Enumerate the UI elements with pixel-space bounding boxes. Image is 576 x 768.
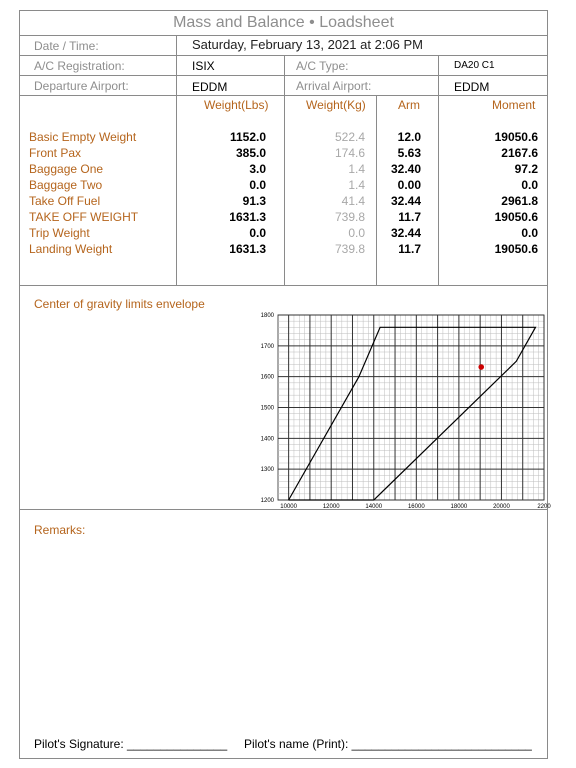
- cell-arm: 32.44: [390, 194, 421, 208]
- actype-value: DA20 C1: [454, 60, 495, 71]
- cell-lbs: 1631.3: [229, 242, 266, 256]
- y-tick-label: 1600: [260, 374, 274, 381]
- y-tick-label: 1700: [260, 343, 274, 350]
- remarks-label: Remarks:: [34, 523, 86, 537]
- pilot-name-line[interactable]: Pilot's name (Print): ___________________________: [244, 737, 532, 751]
- cell-kg: 739.8: [334, 242, 365, 256]
- datetime-label: Date / Time:: [34, 39, 99, 53]
- cell-lbs: 0.0: [249, 178, 266, 192]
- row-label: TAKE OFF WEIGHT: [29, 210, 139, 224]
- cell-kg: 0.0: [348, 226, 365, 240]
- cell-arm: 12.0: [397, 130, 421, 144]
- x-tick-label: 10000: [280, 504, 297, 510]
- y-tick-label: 1200: [260, 498, 274, 504]
- y-tick-label: 1300: [260, 467, 274, 474]
- cell-kg: 1.4: [348, 162, 365, 176]
- x-tick-label: 18000: [450, 504, 468, 510]
- pilot-signature-line[interactable]: Pilot's Signature: _______________: [34, 737, 228, 751]
- cell-moment: 2167.6: [501, 146, 538, 160]
- actype-label: A/C Type:: [296, 59, 349, 73]
- cell-arm: 32.44: [390, 226, 421, 240]
- row-label: Trip Weight: [29, 226, 90, 240]
- row-label: Basic Empty Weight: [29, 130, 137, 144]
- page-title: Mass and Balance • Loadsheet: [173, 14, 394, 31]
- departure-value: EDDM: [192, 80, 228, 94]
- divider: [20, 285, 547, 286]
- y-tick-label: 1400: [260, 436, 274, 443]
- cell-moment: 0.0: [521, 226, 538, 240]
- column-header-weight-lbs: Weight(Lbs): [204, 98, 269, 112]
- cell-moment: 0.0: [521, 178, 538, 192]
- cg-envelope-title: Center of gravity limits envelope: [34, 297, 205, 311]
- x-tick-label: 12000: [322, 504, 340, 510]
- cell-lbs: 91.3: [242, 194, 266, 208]
- cell-kg: 522.4: [334, 130, 365, 144]
- cell-arm: 32.40: [390, 162, 421, 176]
- cell-arm: 0.00: [397, 178, 421, 192]
- cell-moment: 2961.8: [501, 194, 538, 208]
- departure-label: Departure Airport:: [34, 79, 129, 93]
- y-tick-label: 1800: [260, 313, 274, 319]
- cell-kg: 174.6: [334, 146, 365, 160]
- cell-lbs: 1631.3: [229, 210, 266, 224]
- cell-kg: 739.8: [334, 210, 365, 224]
- loadsheet: [19, 10, 551, 759]
- divider: [438, 55, 439, 285]
- row-label: Take Off Fuel: [29, 194, 101, 208]
- arrival-value: EDDM: [454, 80, 490, 94]
- cell-arm: 5.63: [397, 146, 421, 160]
- row-label: Baggage One: [29, 162, 104, 176]
- cell-arm: 11.7: [398, 242, 421, 256]
- x-tick-label: 20000: [493, 504, 510, 510]
- x-tick-label: 14000: [365, 504, 383, 510]
- x-tick-label: 2200: [537, 504, 551, 510]
- row-label: Baggage Two: [29, 178, 103, 192]
- cell-moment: 19050.6: [494, 242, 538, 256]
- divider: [176, 35, 177, 285]
- cell-kg: 1.4: [348, 178, 365, 192]
- column-header-weight-kg: Weight(Kg): [306, 98, 366, 112]
- cell-lbs: 1152.0: [229, 130, 266, 144]
- row-label: Front Pax: [29, 146, 82, 160]
- column-header-arm: Arm: [398, 98, 420, 112]
- registration-label: A/C Registration:: [34, 59, 125, 73]
- cell-kg: 41.4: [341, 194, 365, 208]
- column-header-moment: Moment: [492, 98, 536, 112]
- cg-envelope-chart: [242, 297, 551, 510]
- y-tick-label: 1500: [260, 405, 274, 412]
- cell-moment: 19050.6: [494, 130, 538, 144]
- x-tick-label: 16000: [407, 504, 425, 510]
- arrival-label: Arrival Airport:: [296, 79, 372, 93]
- row-label: Landing Weight: [29, 242, 113, 256]
- cell-lbs: 3.0: [249, 162, 266, 176]
- cell-arm: 11.7: [398, 210, 421, 224]
- datetime-value: Saturday, February 13, 2021 at 2:06 PM: [192, 37, 424, 52]
- registration-value: ISIX: [192, 59, 215, 73]
- cell-lbs: 0.0: [249, 226, 266, 240]
- cell-moment: 19050.6: [494, 210, 538, 224]
- cg-point: [478, 364, 484, 370]
- cell-moment: 97.2: [514, 162, 538, 176]
- cell-lbs: 385.0: [235, 146, 266, 160]
